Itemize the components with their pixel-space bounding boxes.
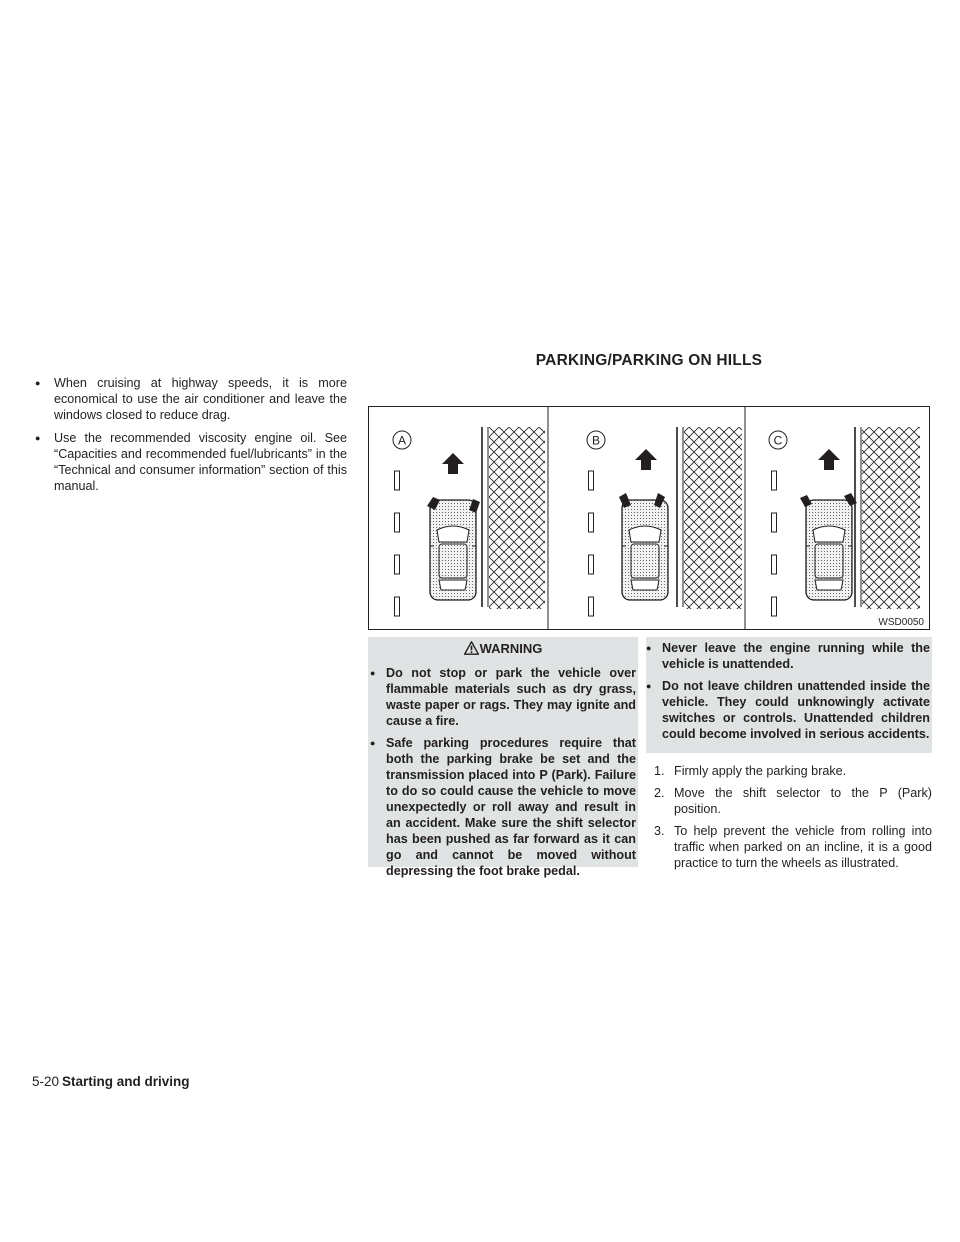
- warning-box: [368, 637, 638, 878]
- warning-icon: [464, 641, 479, 655]
- figure-code: WSD0050: [878, 617, 924, 628]
- page-footer: [32, 1074, 190, 1089]
- panel-c: [769, 427, 920, 616]
- panel-label-b: B: [591, 433, 601, 448]
- left-column: [32, 375, 347, 501]
- warning-heading: [368, 641, 638, 657]
- panel-label-c: C: [773, 433, 783, 448]
- parking-steps: [646, 763, 932, 877]
- bullet-item: ● Use the recommended viscosity engine oil. See “Capacities and recommended fuel/lubricants” in the “Technical and consumer information” section of this manual.: [32, 430, 347, 494]
- step-item: 2. Move the shift selector to the P (Park) position.: [654, 786, 932, 816]
- bullet-item: ● When cruising at highway speeds, it is more economical to use the air conditioner and leave the windows closed to reduce drag.: [32, 375, 347, 423]
- panel-label-a: A: [397, 433, 407, 448]
- parking-diagram: [369, 407, 929, 629]
- footer-section: Starting and driving: [62, 1074, 190, 1089]
- warning-item: ● Never leave the engine running while the vehicle is unattended.: [646, 640, 930, 672]
- warning-box-continued: [646, 637, 932, 753]
- step-item: 3. To help prevent the vehicle from rolling into traffic when parked on an incline, it is a good practice to turn the wheels as illustrated.: [654, 824, 932, 870]
- warning-title: WARNING: [479, 641, 543, 656]
- section-title: PARKING/PARKING ON HILLS: [535, 352, 763, 369]
- warning-item: ● Do not stop or park the vehicle over flammable materials such as dry grass, waste paper or rags. They may ignite and cause a fire.: [370, 665, 636, 729]
- panel-b: [587, 407, 745, 629]
- panel-a: [393, 407, 548, 629]
- warning-item: ● Do not leave children unattended inside the vehicle. They could unknowingly activate switches or controls. Unattended children could become involved in serious accidents.: [646, 678, 930, 742]
- step-item: 1. Firmly apply the parking brake.: [654, 764, 847, 778]
- page-number: 5-20: [32, 1074, 60, 1089]
- warning-item: ● Safe parking procedures require that both the parking brake be set and the transmission placed into P (Park). Failure to do so could cause the vehicle to move unexpectedly or roll away and result in an accident. Make sure the shift selector has been pushed as far forward as it can go and cannot be moved without depressing the foot brake pedal.: [370, 735, 636, 879]
- parking-illustration: [368, 406, 930, 630]
